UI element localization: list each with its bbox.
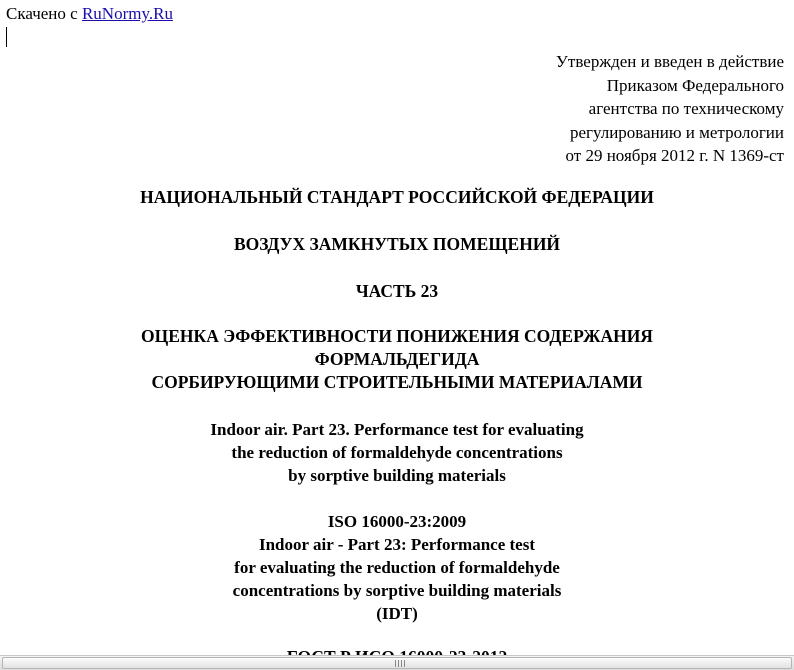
horizontal-scrollbar[interactable] xyxy=(0,655,794,670)
title-ru xyxy=(0,325,794,394)
iso-reference-line: (IDT) xyxy=(376,604,418,623)
title-en-line: by sorptive building materials xyxy=(288,466,506,485)
downloaded-from-text: Скачено с xyxy=(6,4,82,23)
scrollbar-grip-icon xyxy=(395,660,405,667)
standard-heading-text: НАЦИОНАЛЬНЫЙ СТАНДАРТ РОССИЙСКОЙ ФЕДЕРАЦИИ xyxy=(140,187,654,207)
standard-heading xyxy=(0,186,794,209)
iso-reference-line: ISO 16000-23:2009 xyxy=(327,512,467,531)
iso-reference-line: concentrations by sorptive building materials xyxy=(232,581,562,600)
iso-reference-line: Indoor air - Part 23: Performance test xyxy=(258,535,535,554)
scrollbar-thumb[interactable] xyxy=(2,657,792,669)
subject-heading-text: ВОЗДУХ ЗАМКНУТЫХ ПОМЕЩЕНИЙ xyxy=(233,234,561,254)
subject-heading xyxy=(0,233,794,256)
approval-block xyxy=(556,50,784,168)
download-source-line xyxy=(6,4,173,24)
approval-line: регулированию и метрологии xyxy=(569,122,784,142)
title-ru-line: СОРБИРУЮЩИМИ СТРОИТЕЛЬНЫМИ МАТЕРИАЛАМИ xyxy=(151,372,643,392)
title-ru-line: ФОРМАЛЬДЕГИДА xyxy=(314,349,480,369)
iso-reference xyxy=(0,510,794,625)
iso-reference-line: for evaluating the reduction of formaldehyde xyxy=(234,558,560,577)
part-heading xyxy=(0,280,794,303)
runormy-link[interactable]: RuNormy.Ru xyxy=(81,4,173,23)
title-en-line: the reduction of formaldehyde concentrations xyxy=(231,443,563,462)
part-heading-text: ЧАСТЬ 23 xyxy=(355,281,439,301)
title-ru-line: ОЦЕНКА ЭФФЕКТИВНОСТИ ПОНИЖЕНИЯ СОДЕРЖАНИЯ xyxy=(141,326,653,346)
text-cursor xyxy=(6,27,7,47)
approval-line: Приказом Федерального xyxy=(606,75,784,95)
approval-line: от 29 ноября 2012 г. N 1369-ст xyxy=(565,146,784,165)
approval-line: агентства по техническому xyxy=(588,99,784,118)
title-en-line: Indoor air. Part 23. Performance test for evaluating xyxy=(210,420,584,439)
approval-line: Утвержден и введен в действие xyxy=(555,52,784,71)
title-en xyxy=(0,418,794,487)
